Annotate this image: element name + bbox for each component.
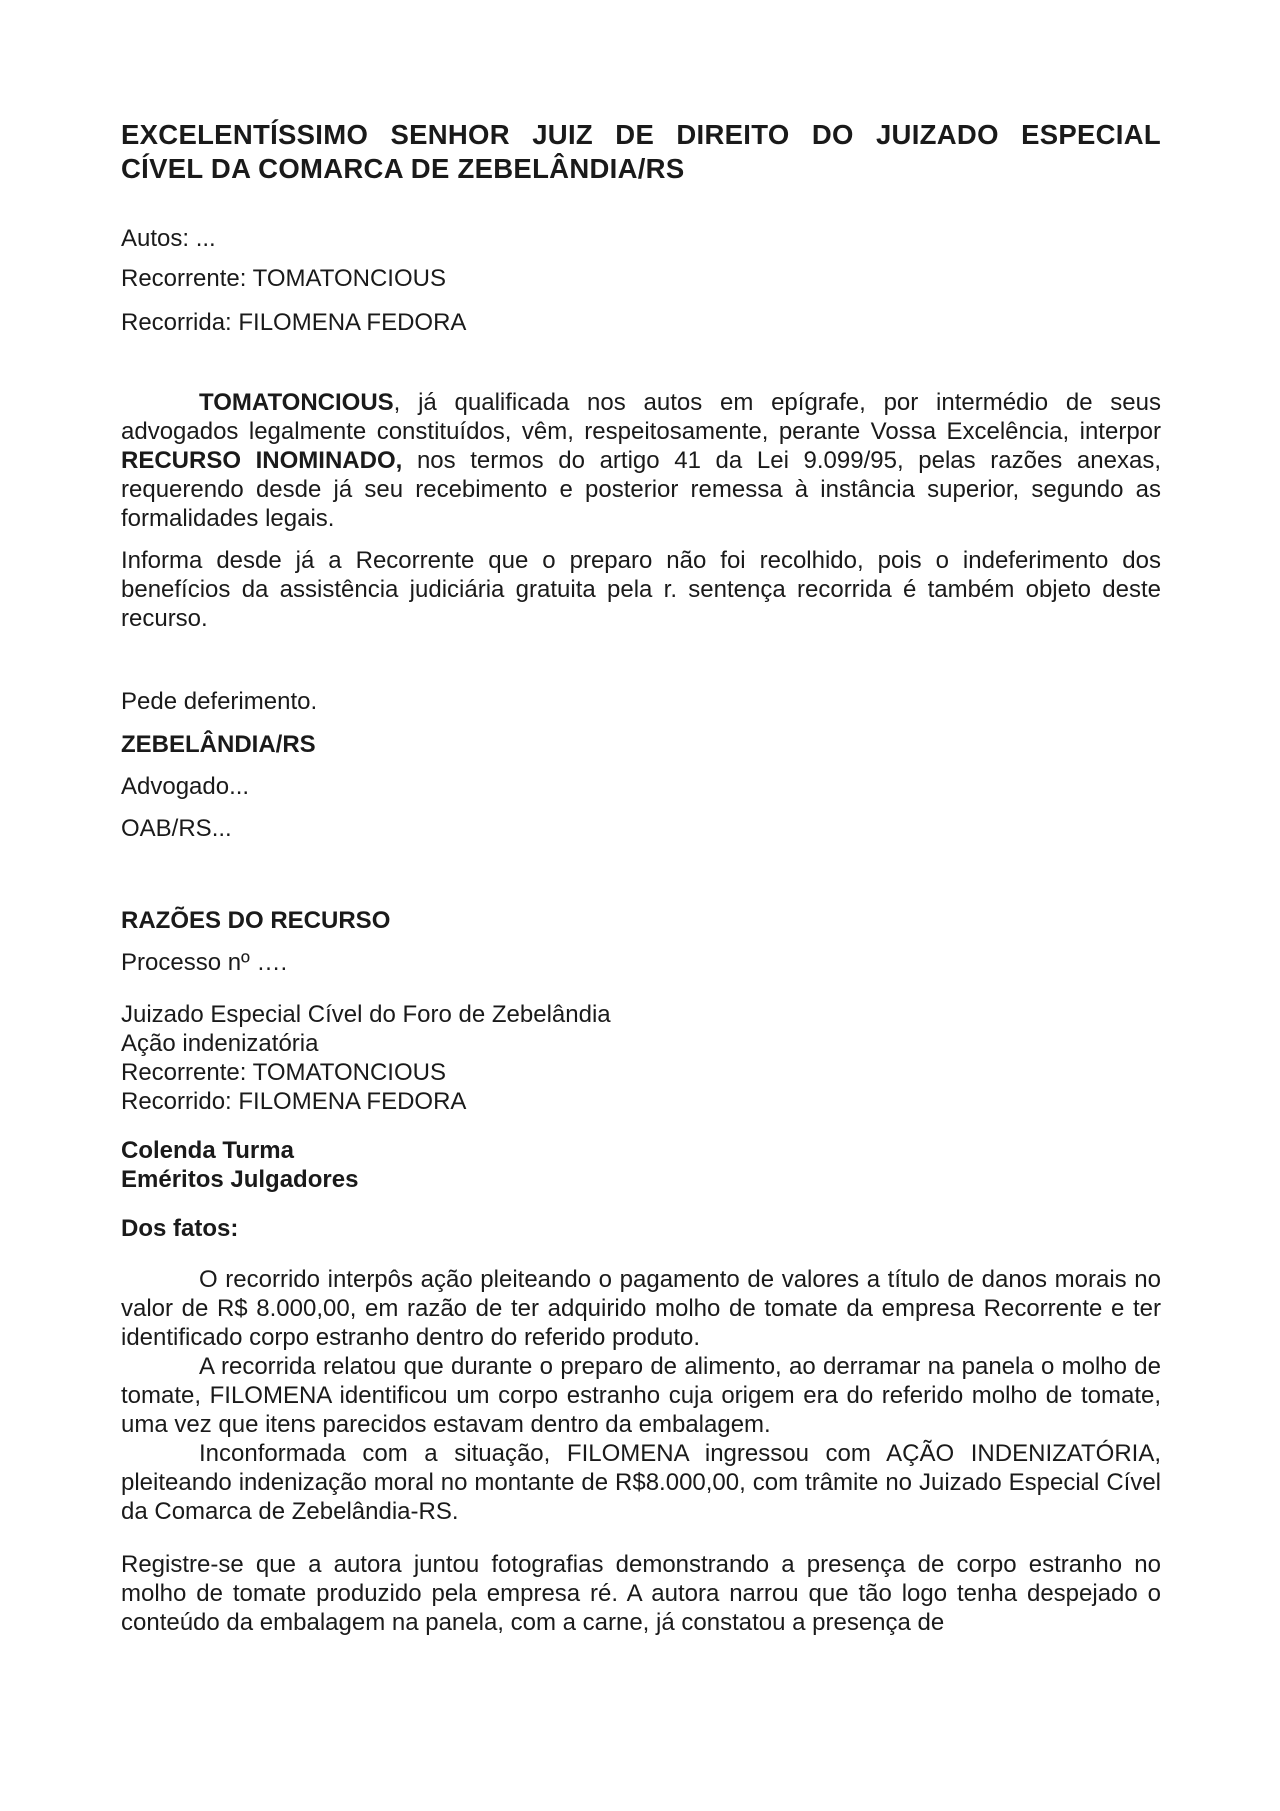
juizado-line: Juizado Especial Cível do Foro de Zebelândia (121, 1001, 611, 1028)
acao-line: Ação indenizatória (121, 1030, 319, 1057)
recurso-label: RECURSO INOMINADO, (121, 447, 403, 474)
spacer (121, 254, 1161, 264)
spacer (121, 338, 1161, 388)
spacer (121, 1116, 1161, 1136)
closing-city: ZEBELÂNDIA/RS (121, 731, 316, 758)
spacer (121, 760, 1161, 772)
fatos-paragraph-3: Inconformada com a situação, FILOMENA ingressou com AÇÃO INDENIZATÓRIA, pleiteando indenização moral no montante de R$8.000,00, com trâmite no Juizado Especial Cível da Comarca de Zebelândia-RS. (121, 1440, 1161, 1525)
spacer (121, 802, 1161, 814)
intro-paragraph-2: Informa desde já a Recorrente que o preparo não foi recolhido, pois o indeferimento dos benefícios da assistência judiciária gratuita pela r. sentença recorrida é também objeto deste recurso. (121, 547, 1161, 632)
spacer (121, 294, 1161, 308)
emeritos-julgadores: Eméritos Julgadores (121, 1166, 359, 1193)
spacer (121, 936, 1161, 948)
spacer (121, 1243, 1161, 1265)
intro-text-2: nos termos do artigo 41 da Lei 9.099/95, pelas razões anexas, requerendo desde já seu recebimento e posterior remessa à instância superior, segundo as formalidades legais. (121, 447, 1161, 532)
spacer (121, 1526, 1161, 1550)
fatos-paragraph-4: Registre-se que a autora juntou fotografias demonstrando a presença de corpo estranho no molho de tomate produzido pela empresa ré. A autora narrou que tão logo tenha despejado o conteúdo da embalagem na panela, com a carne, já constatou a presença de (121, 1551, 1161, 1636)
oab-line: OAB/RS... (121, 815, 232, 842)
spacer (121, 1194, 1161, 1214)
processo-line: Processo nº …. (121, 949, 288, 976)
spacer (121, 186, 1161, 224)
autos-line: Autos: ... (121, 225, 216, 252)
fatos-paragraph-2: A recorrida relatou que durante o preparo de alimento, ao derramar na panela o molho de tomate, FILOMENA identificou um corpo estranho cuja origem era do referido molho de tomate, uma vez que itens parecidos estavam dentro da embalagem. (121, 1353, 1161, 1438)
spacer (121, 717, 1161, 730)
intro-text-1: , já qualificada nos autos em epígrafe, por intermédio de seus advogados legalmente constituídos, vêm, respeitosamente, perante Vossa Excelência, interpor (121, 389, 1161, 445)
recorrida-line: Recorrida: FILOMENA FEDORA (121, 309, 467, 336)
title-line-2: CÍVEL DA COMARCA DE ZEBELÂNDIA/RS (121, 153, 685, 184)
company-name: TOMATONCIOUS (199, 389, 394, 416)
advogado-line: Advogado... (121, 773, 250, 800)
razoes-heading: RAZÕES DO RECURSO (121, 907, 391, 934)
dos-fatos-heading: Dos fatos: (121, 1215, 239, 1242)
intro-paragraph-1 (121, 388, 1161, 533)
recorrente-line: Recorrente: TOMATONCIOUS (121, 265, 446, 292)
document-title (121, 118, 1161, 186)
spacer (121, 533, 1161, 546)
pede-deferimento: Pede deferimento. (121, 688, 318, 715)
title-line-1: EXCELENTÍSSIMO SENHOR JUIZ DE DIREITO DO JUIZADO ESPECIAL (121, 119, 1161, 150)
razoes-recorrido-line: Recorrido: FILOMENA FEDORA (121, 1088, 467, 1115)
spacer (121, 844, 1161, 906)
razoes-recorrente-line: Recorrente: TOMATONCIOUS (121, 1059, 446, 1086)
spacer (121, 633, 1161, 687)
colenda-turma: Colenda Turma (121, 1137, 294, 1164)
spacer (121, 978, 1161, 1000)
fatos-paragraph-1: O recorrido interpôs ação pleiteando o pagamento de valores a título de danos morais no valor de R$ 8.000,00, em razão de ter adquirido molho de tomate da empresa Recorrente e ter identificado corpo estranho dentro do referido produto. (121, 1266, 1161, 1351)
document-content (121, 118, 1161, 1637)
